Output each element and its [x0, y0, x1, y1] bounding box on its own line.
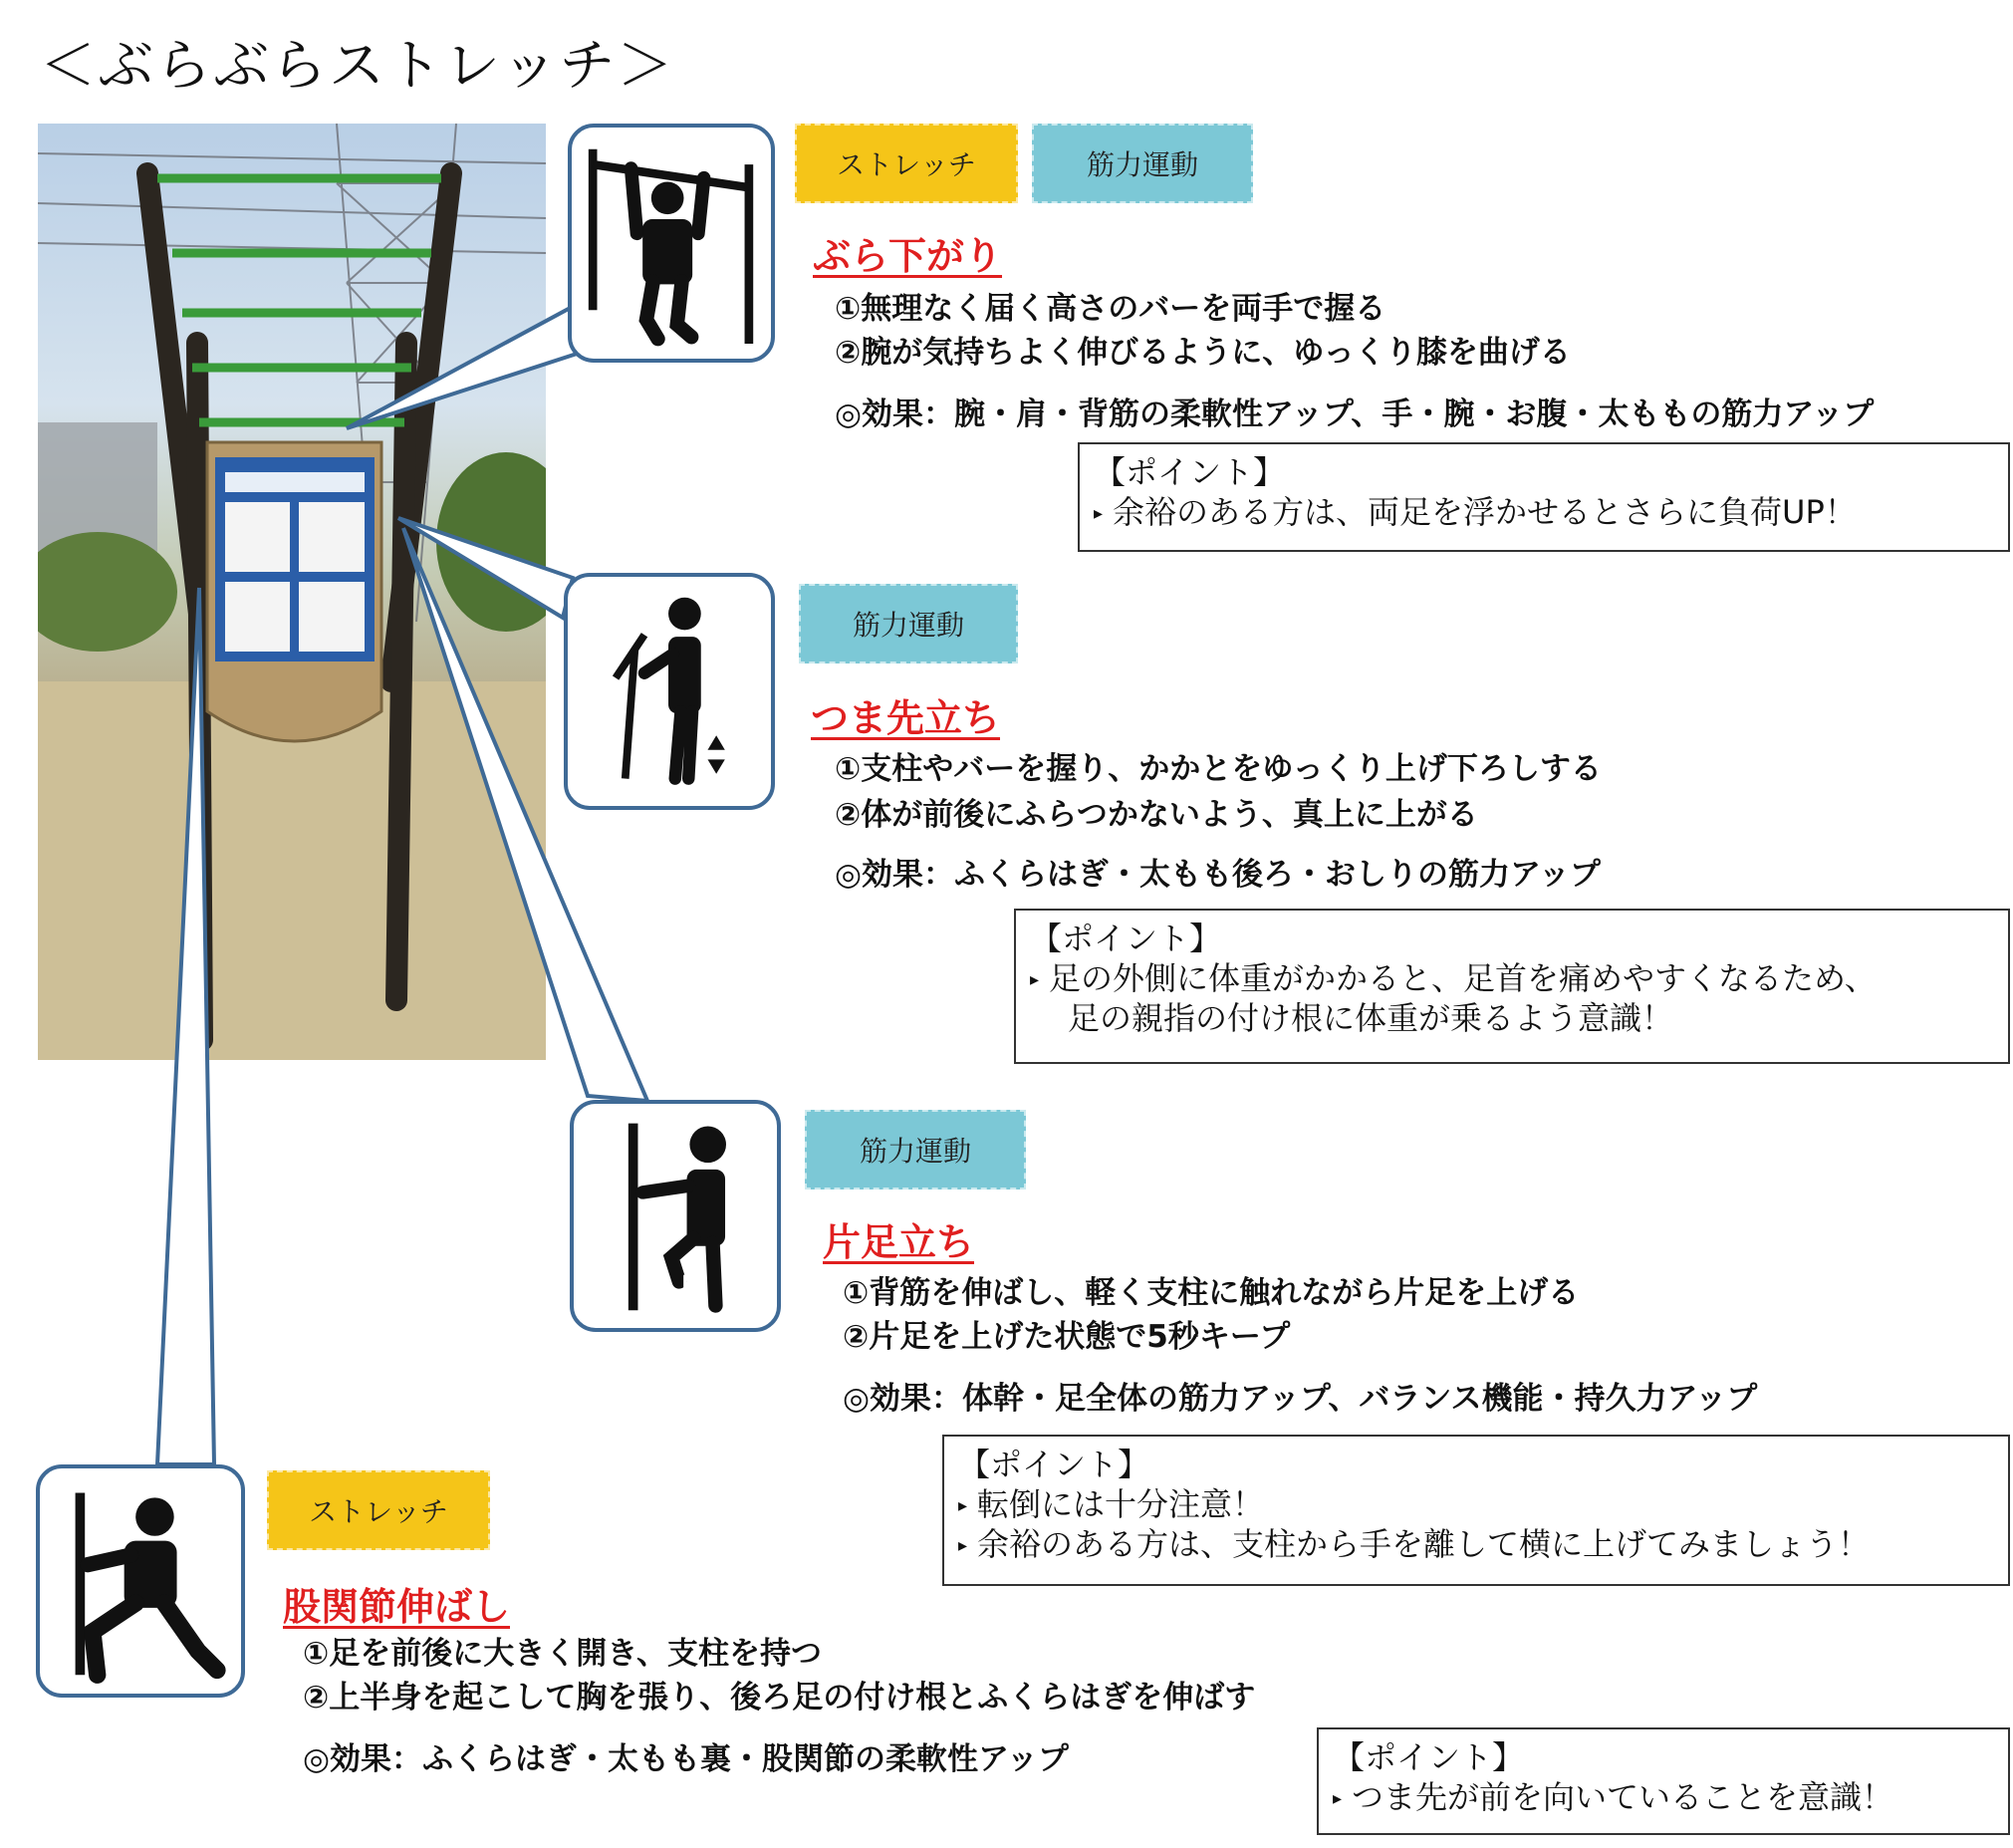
point-line: ▸ 余裕のある方は、両足を浮かせるとさらに負荷UP！: [1094, 493, 1857, 531]
point-heading: 【ポイント】: [1094, 453, 1286, 491]
point-line: ▸ 転倒には十分注意！: [958, 1485, 1265, 1523]
exercise-step: ①足を前後に大きく開き、支柱を持つ: [303, 1636, 823, 1672]
bullet-icon: ▸: [958, 1534, 968, 1556]
point-heading: 【ポイント】: [1333, 1738, 1525, 1776]
exercise-step: ②上半身を起こして胸を張り、後ろ足の付け根とふくらはぎを伸ばす: [303, 1680, 1256, 1716]
exercise-title: 股関節伸ばし: [283, 1585, 511, 1629]
tiptoe-icon: [564, 573, 775, 810]
tag-muscle: 筋力運動: [805, 1110, 1026, 1189]
point-line: 足の親指の付け根に体重が乗るよう意識！: [1068, 999, 1674, 1037]
exercise-title: 片足立ち: [823, 1220, 975, 1264]
point-box: [1078, 442, 2010, 552]
hanging-icon: [568, 124, 775, 363]
tag-stretch: ストレッチ: [795, 124, 1018, 203]
point-line: ▸ 足の外側に体重がかかると、足首を痛めやすくなるため、: [1030, 959, 1877, 997]
exercise-effect: ◎効果：体幹・足全体の筋力アップ、バランス機能・持久力アップ: [843, 1381, 1758, 1417]
point-box: [1317, 1727, 2010, 1835]
tag-stretch: ストレッチ: [267, 1470, 490, 1550]
point-box: [1014, 909, 2010, 1064]
exercise-effect: ◎効果：ふくらはぎ・太もも裏・股関節の柔軟性アップ: [303, 1741, 1069, 1777]
exercise-step: ②腕が気持ちよく伸びるように、ゆっくり膝を曲げる: [835, 335, 1571, 371]
point-line: ▸ つま先が前を向いていることを意識！: [1333, 1778, 1894, 1816]
tag-muscle: 筋力運動: [1032, 124, 1253, 203]
exercise-step: ①無理なく届く高さのバーを両手で握る: [835, 291, 1386, 327]
point-heading: 【ポイント】: [958, 1446, 1150, 1483]
exercise-step: ①背筋を伸ばし、軽く支柱に触れながら片足を上げる: [843, 1275, 1580, 1311]
one-leg-stand-icon: [570, 1100, 781, 1332]
hip-stretch-icon: [36, 1464, 245, 1698]
exercise-step: ①支柱やバーを握り、かかとをゆっくり上げ下ろしする: [835, 751, 1602, 787]
point-line: ▸ 余裕のある方は、支柱から手を離して横に上げてみましょう！: [958, 1525, 1871, 1563]
tag-muscle: 筋力運動: [799, 584, 1018, 663]
point-box: [942, 1435, 2010, 1586]
bullet-icon: ▸: [1030, 968, 1040, 990]
exercise-step: ②体が前後にふらつかないよう、真上に上がる: [835, 797, 1478, 833]
exercise-title: ぶら下がり: [813, 234, 1003, 278]
exercise-effect: ◎効果：ふくらはぎ・太もも後ろ・おしりの筋力アップ: [835, 857, 1601, 893]
exercise-step: ②片足を上げた状態で5秒キープ: [843, 1319, 1291, 1355]
bullet-icon: ▸: [1333, 1787, 1343, 1809]
bullet-icon: ▸: [958, 1494, 968, 1516]
point-heading: 【ポイント】: [1030, 920, 1222, 957]
equipment-photo: [38, 124, 546, 1060]
exercise-effect: ◎効果：腕・肩・背筋の柔軟性アップ、手・腕・お腹・太ももの筋力アップ: [835, 396, 1875, 432]
exercise-title: つま先立ち: [811, 696, 1001, 740]
bullet-icon: ▸: [1094, 502, 1104, 524]
page-title: ＜ぶらぶらストレッチ＞: [40, 34, 675, 99]
